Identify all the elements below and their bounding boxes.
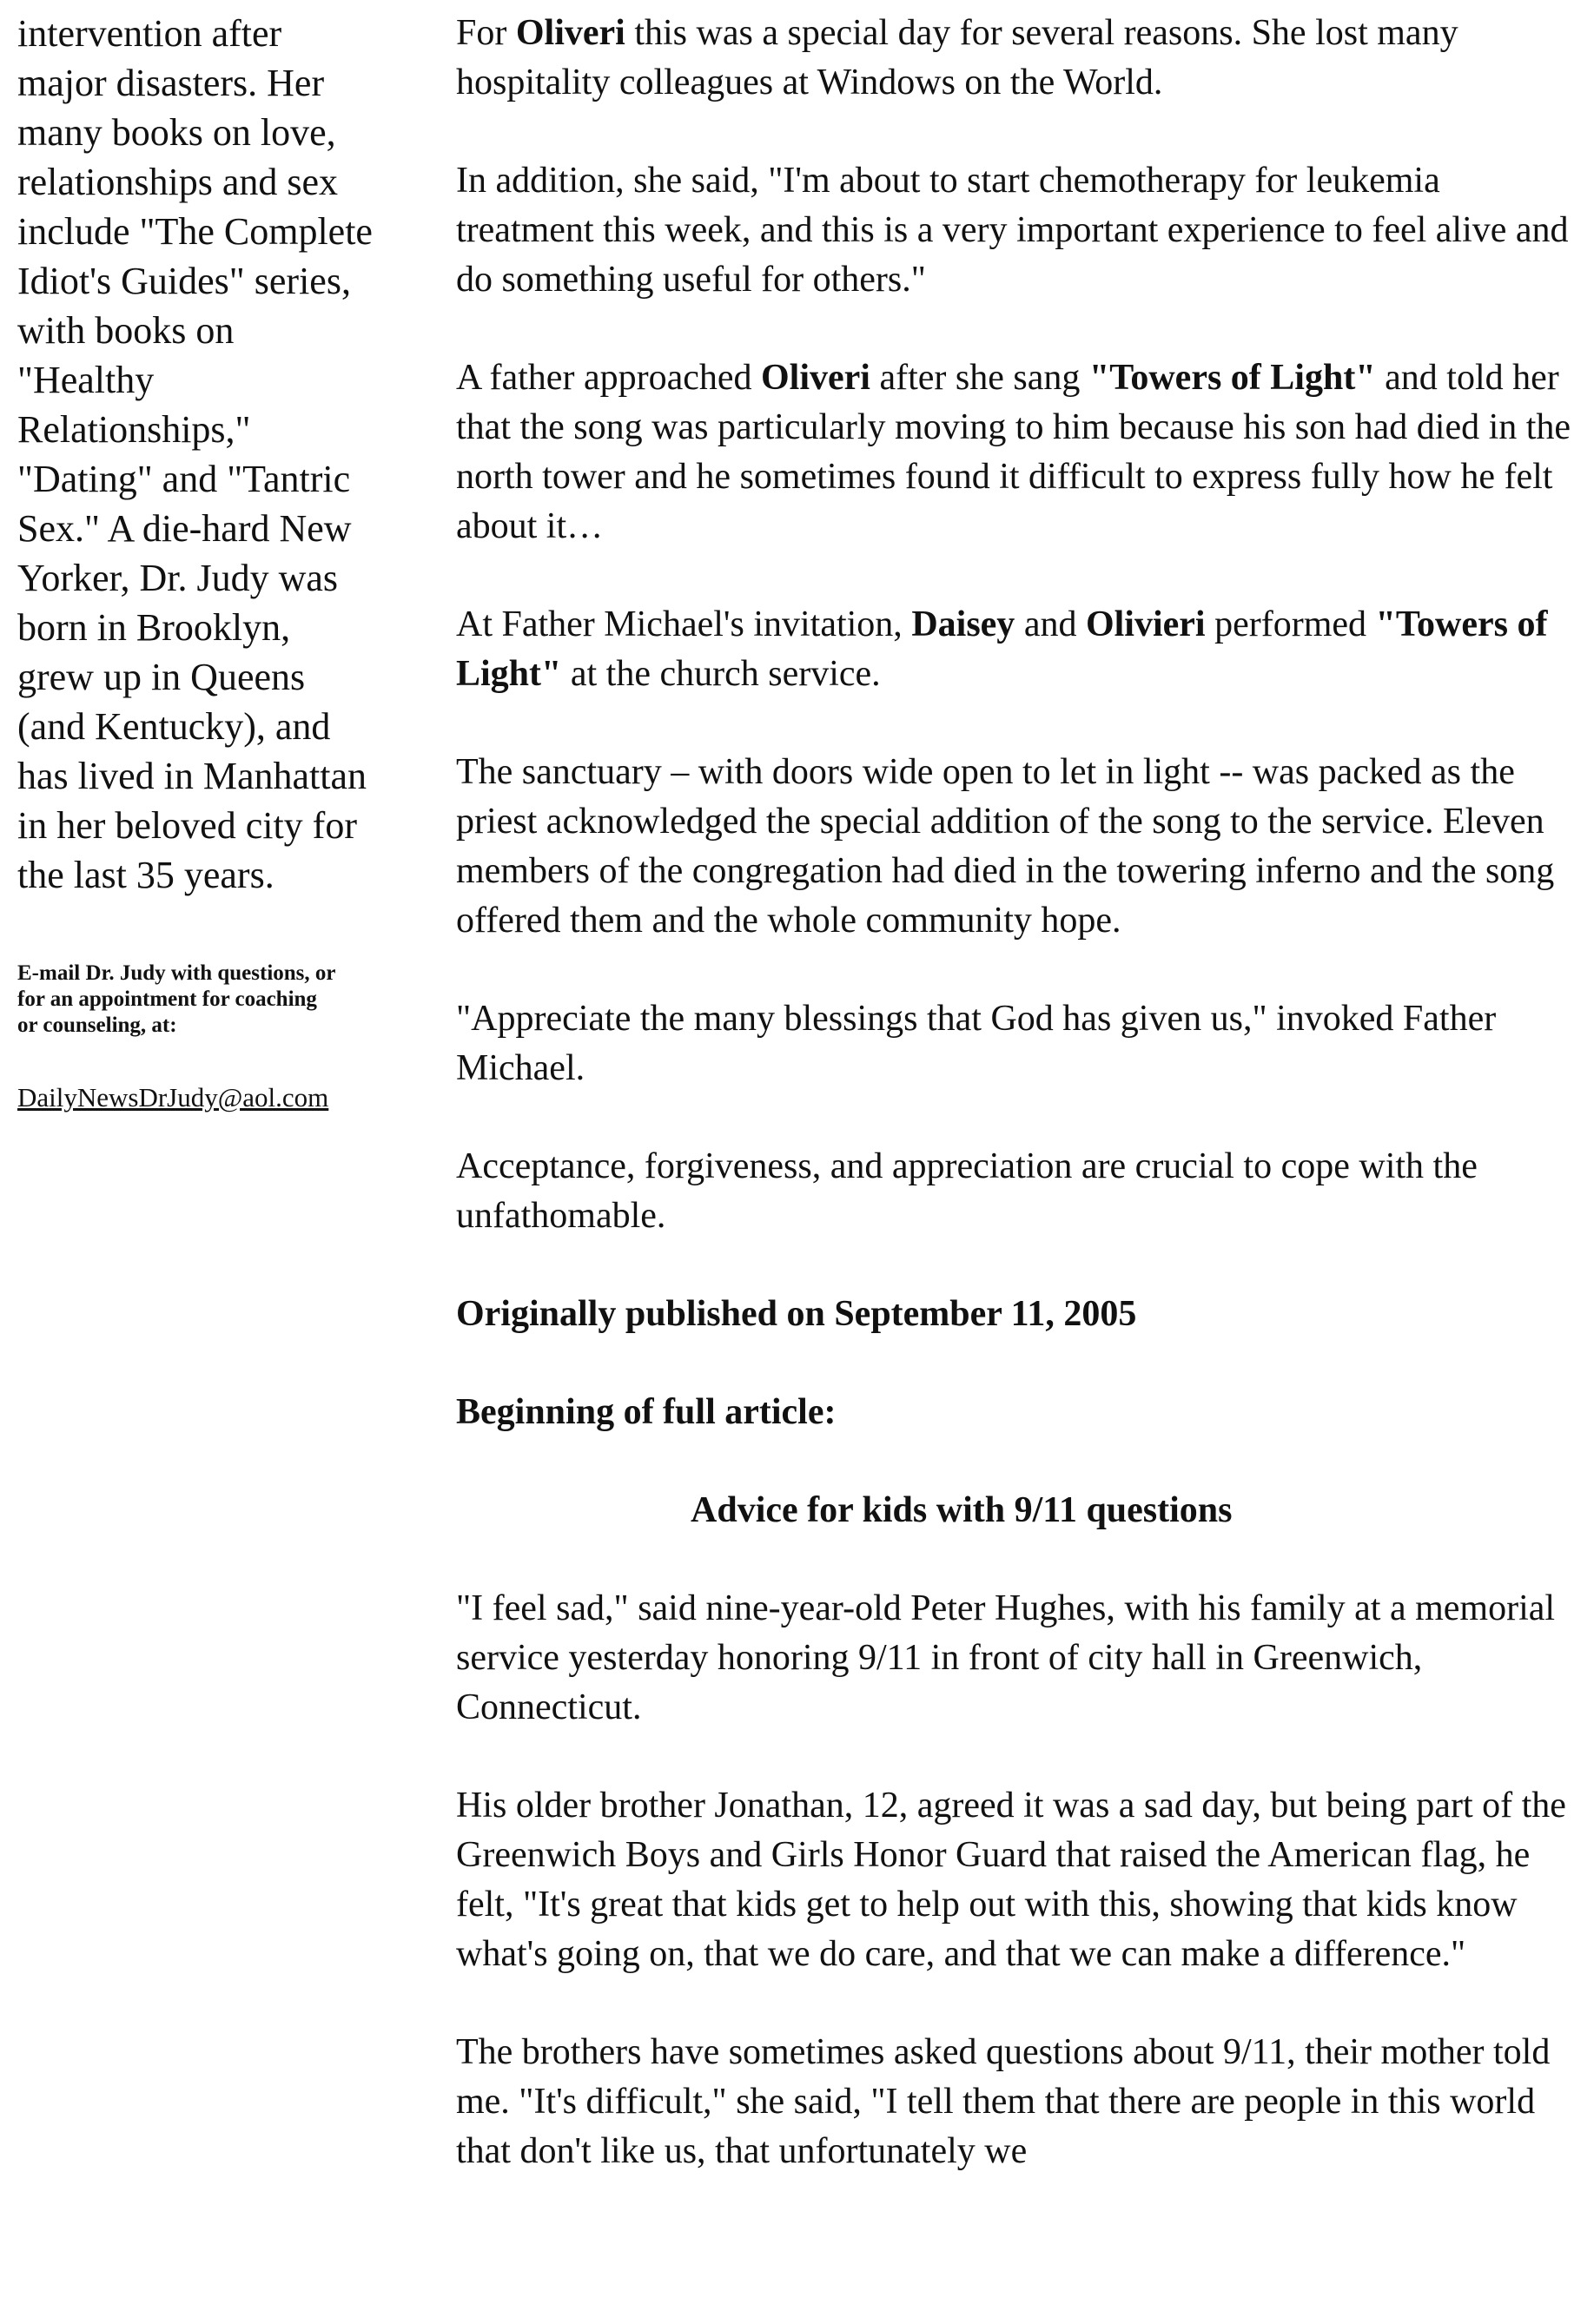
paragraph-1: For Oliveri this was a special day for several reasons. She lost many hospitality colleagues at Windows on the World. (456, 13, 1458, 102)
email-link[interactable]: DailyNewsDrJudy@aol.com (17, 1082, 329, 1112)
section-heading: Beginning of full article: (456, 1392, 837, 1432)
article-title: Advice for kids with 9/11 questions (691, 1490, 1233, 1530)
paragraph-9: His older brother Jonathan, 12, agreed it was a sad day, but being part of the Greenwich Boys and Girls Honor Guard that raised the American flag, he felt, "It's great that kids get to help out with this, showing that kids know what's going on, that we do care, and that we can make a difference." (456, 1786, 1566, 1974)
paragraph-7: Acceptance, forgiveness, and appreciation are crucial to cope with the unfathomable. (456, 1146, 1478, 1236)
paragraph-5: The sanctuary – with doors wide open to let in light -- was packed as the priest acknowledged the special addition of the song to the service. Eleven members of the congregation had died in the towering inferno and the song offered them and the whole community hope. (456, 752, 1555, 941)
paragraph-8: "I feel sad," said nine-year-old Peter Hughes, with his family at a memorial service yesterday honoring 9/11 in front of city hall in Greenwich, Connecticut. (456, 1588, 1556, 1727)
paragraph-6: "Appreciate the many blessings that God has given us," invoked Father Michael. (456, 999, 1497, 1088)
paragraph-2: In addition, she said, "I'm about to start chemotherapy for leukemia treatment this week, and this is a very important experience to feel alive and do something useful for others." (456, 161, 1569, 300)
author-bio: intervention after major disasters. Her many books on love, relationships and sex include "The Complete Idiot's Guides" series, with books on "Healthy Relationships," "Dating" and "Tantric Sex." A die-hard New Yorker, Dr. Judy was born in Brooklyn, grew up in Queens (and Kentucky), and has lived in Manhattan in her beloved city for the last 35 years. (17, 12, 373, 896)
paragraph-3: A father approached Oliveri after she sang "Towers of Light" and told her that the song was particularly moving to him because his son had died in the north tower and he sometimes found it difficult to express fully how he felt about it… (456, 358, 1571, 546)
published-dateline: Originally published on September 11, 2005 (456, 1294, 1137, 1334)
paragraph-10: The brothers have sometimes asked questions about 9/11, their mother told me. "It's difficult," she said, "I tell them that there are people in this world that don't like us, that unfortunately we (456, 2032, 1551, 2171)
article-column (456, 9, 1585, 2225)
contact-note: E-mail Dr. Judy with questions, or for an appointment for coaching or counseling, at: (17, 961, 336, 1037)
paragraph-4: At Father Michael's invitation, Daisey and Olivieri performed "Towers of Light" at the church service. (456, 604, 1548, 694)
sidebar-bio (17, 9, 426, 1113)
